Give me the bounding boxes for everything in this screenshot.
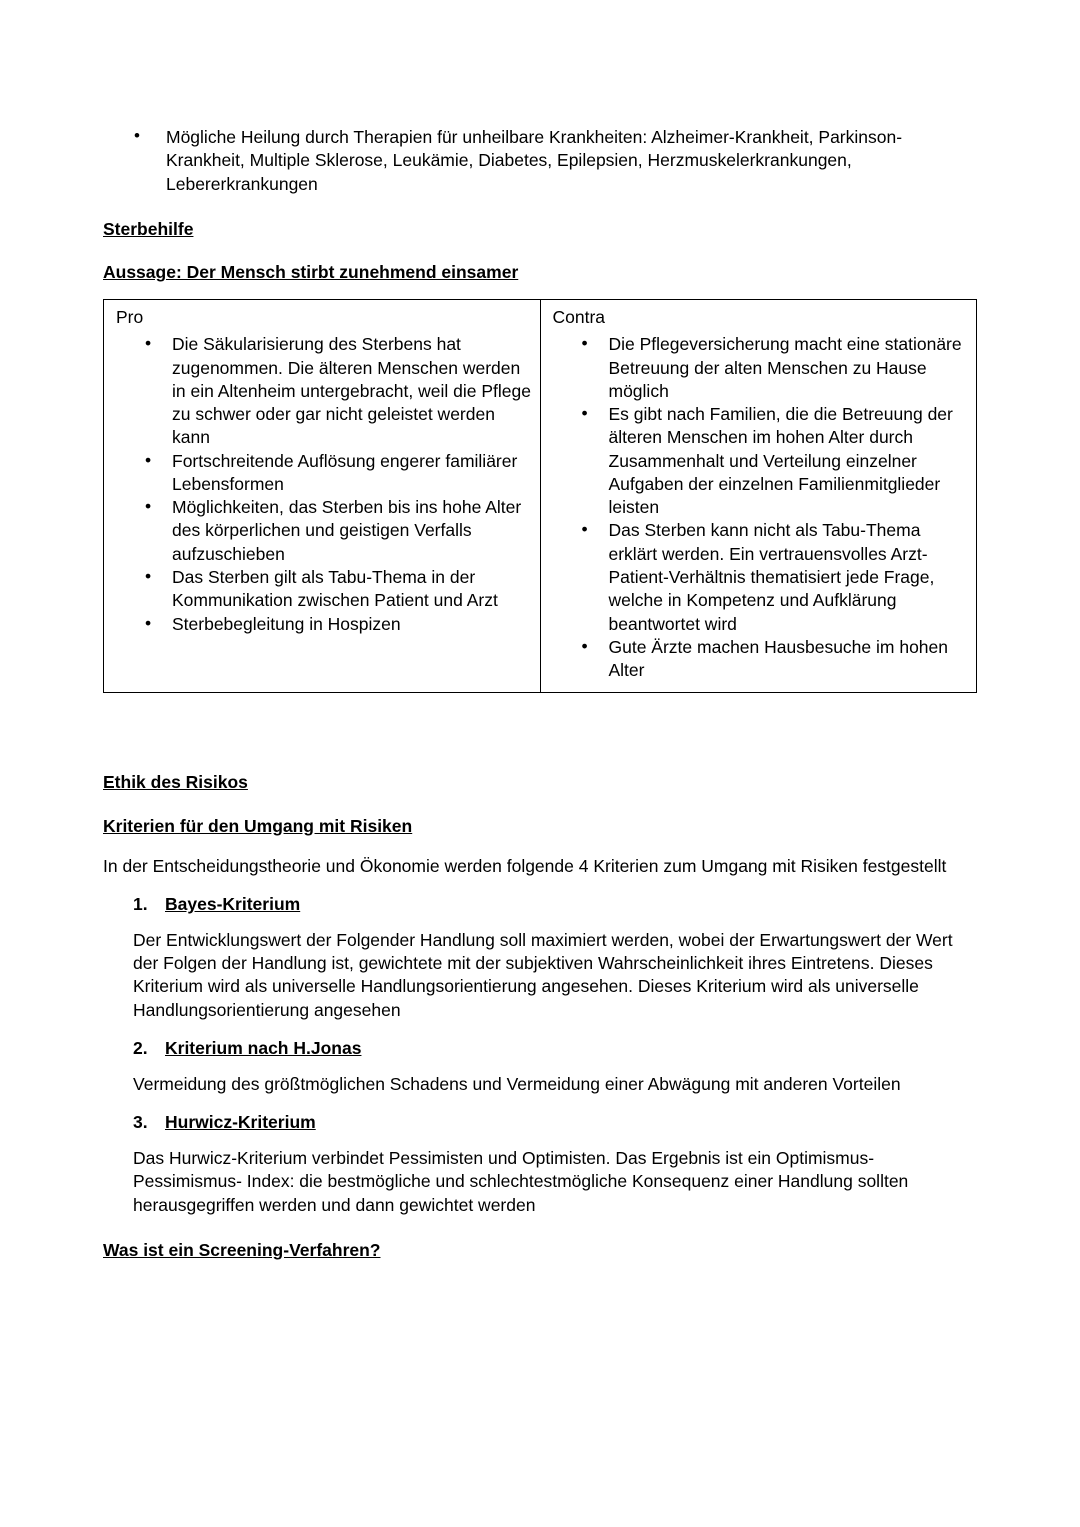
pro-contra-table	[103, 299, 977, 693]
criterion-body: Das Hurwicz-Kriterium verbindet Pessimisten und Optimisten. Das Ergebnis ist ein Optimismus-Pessimismus- Index: die bestmögliche und schlechtestmögliche Konsequenz einer Handlung sollten herausgegriffen werden und dann gewichtet werden	[133, 1148, 909, 1215]
pro-cell	[104, 300, 541, 693]
contra-cell	[540, 300, 977, 693]
heading-aussage: Aussage: Der Mensch stirbt zunehmend einsamer	[103, 262, 519, 283]
intro-paragraph: In der Entscheidungstheorie und Ökonomie werden folgende 4 Kriterien zum Umgang mit Risiken festgestellt	[103, 855, 947, 876]
spacer	[103, 839, 977, 855]
criterion-title: Kriterium nach H.Jonas	[165, 1037, 362, 1058]
list-item: • Das Sterben gilt als Tabu-Thema in der Kommunikation zwischen Patient und Arzt	[112, 566, 532, 613]
heading-sterbehilfe: Sterbehilfe	[103, 218, 194, 239]
spacer	[103, 196, 977, 218]
list-item: • Es gibt nach Familien, die die Betreuung der älteren Menschen im hohen Alter durch Zusammenhalt und Verteilung einzelner Aufgaben der einzelnen Familienmitglieder leisten	[549, 403, 969, 519]
spacer	[103, 795, 977, 815]
list-item: • Gute Ärzte machen Hausbesuche im hohen Alter	[549, 636, 969, 683]
criteria-list	[103, 894, 977, 1217]
heading-ethik-des-risikos: Ethik des Risikos	[103, 772, 248, 793]
pro-list	[112, 333, 532, 635]
spacer	[103, 241, 977, 261]
contra-column-header: Contra	[552, 307, 606, 328]
heading-screening-question: Was ist ein Screening-Verfahren?	[103, 1239, 381, 1260]
list-item: • Die Pflegeversicherung macht eine stationäre Betreuung der alten Menschen zu Hause möglich	[549, 333, 969, 403]
criterion-title: Bayes-Kriterium	[165, 893, 301, 914]
intro-bullet-list	[103, 126, 977, 196]
list-item: • Das Sterben kann nicht als Tabu-Thema erklärt werden. Ein vertrauensvolles Arzt-Patient-Verhältnis thematisiert jede Frage, welche in Kompetenz und Aufklärung beantwortet wird	[549, 519, 969, 635]
criterion-title: Hurwicz-Kriterium	[165, 1112, 316, 1133]
table-row	[104, 300, 977, 693]
spacer	[103, 693, 977, 771]
contra-list	[549, 333, 969, 682]
list-item: • Mögliche Heilung durch Therapien für unheilbare Krankheiten: Alzheimer-Krankheit, Parkinson-Krankheit, Multiple Sklerose, Leukämie, Diabetes, Epilepsien, Herzmuskelerkrankungen, Lebererkrankungen	[103, 126, 977, 196]
list-item: • Möglichkeiten, das Sterben bis ins hohe Alter des körperlichen und geistigen Verfalls aufzuschieben	[112, 496, 532, 566]
document-body	[103, 126, 977, 1263]
pro-column-header: Pro	[116, 307, 144, 328]
criterion-body: Vermeidung des größtmöglichen Schadens und Vermeidung einer Abwägung mit anderen Vorteilen	[133, 1073, 901, 1094]
heading-kriterien: Kriterien für den Umgang mit Risiken	[103, 815, 413, 836]
criterion-body: Der Entwicklungswert der Folgender Handlung soll maximiert werden, wobei der Erwartungswert der Wert der Folgen der Handlung ist, gewichtete mit der subjektiven Wahrscheinlichkeit ihres Eintretens. Dieses Kriterium wird als universelle Handlungsorientierung angesehen. Dieses Kriterium wird als universelle Handlungsorientierung angesehen	[133, 929, 953, 1020]
list-item: • Die Säkularisierung des Sterbens hat zugenommen. Die älteren Menschen werden in ein Altenheim untergebracht, weil die Pflege zu schwer oder gar nicht geleistet werden kann	[112, 333, 532, 449]
list-item: • Fortschreitende Auflösung engerer familiärer Lebensformen	[112, 450, 532, 497]
list-item: • Sterbebegleitung in Hospizen	[112, 613, 532, 636]
